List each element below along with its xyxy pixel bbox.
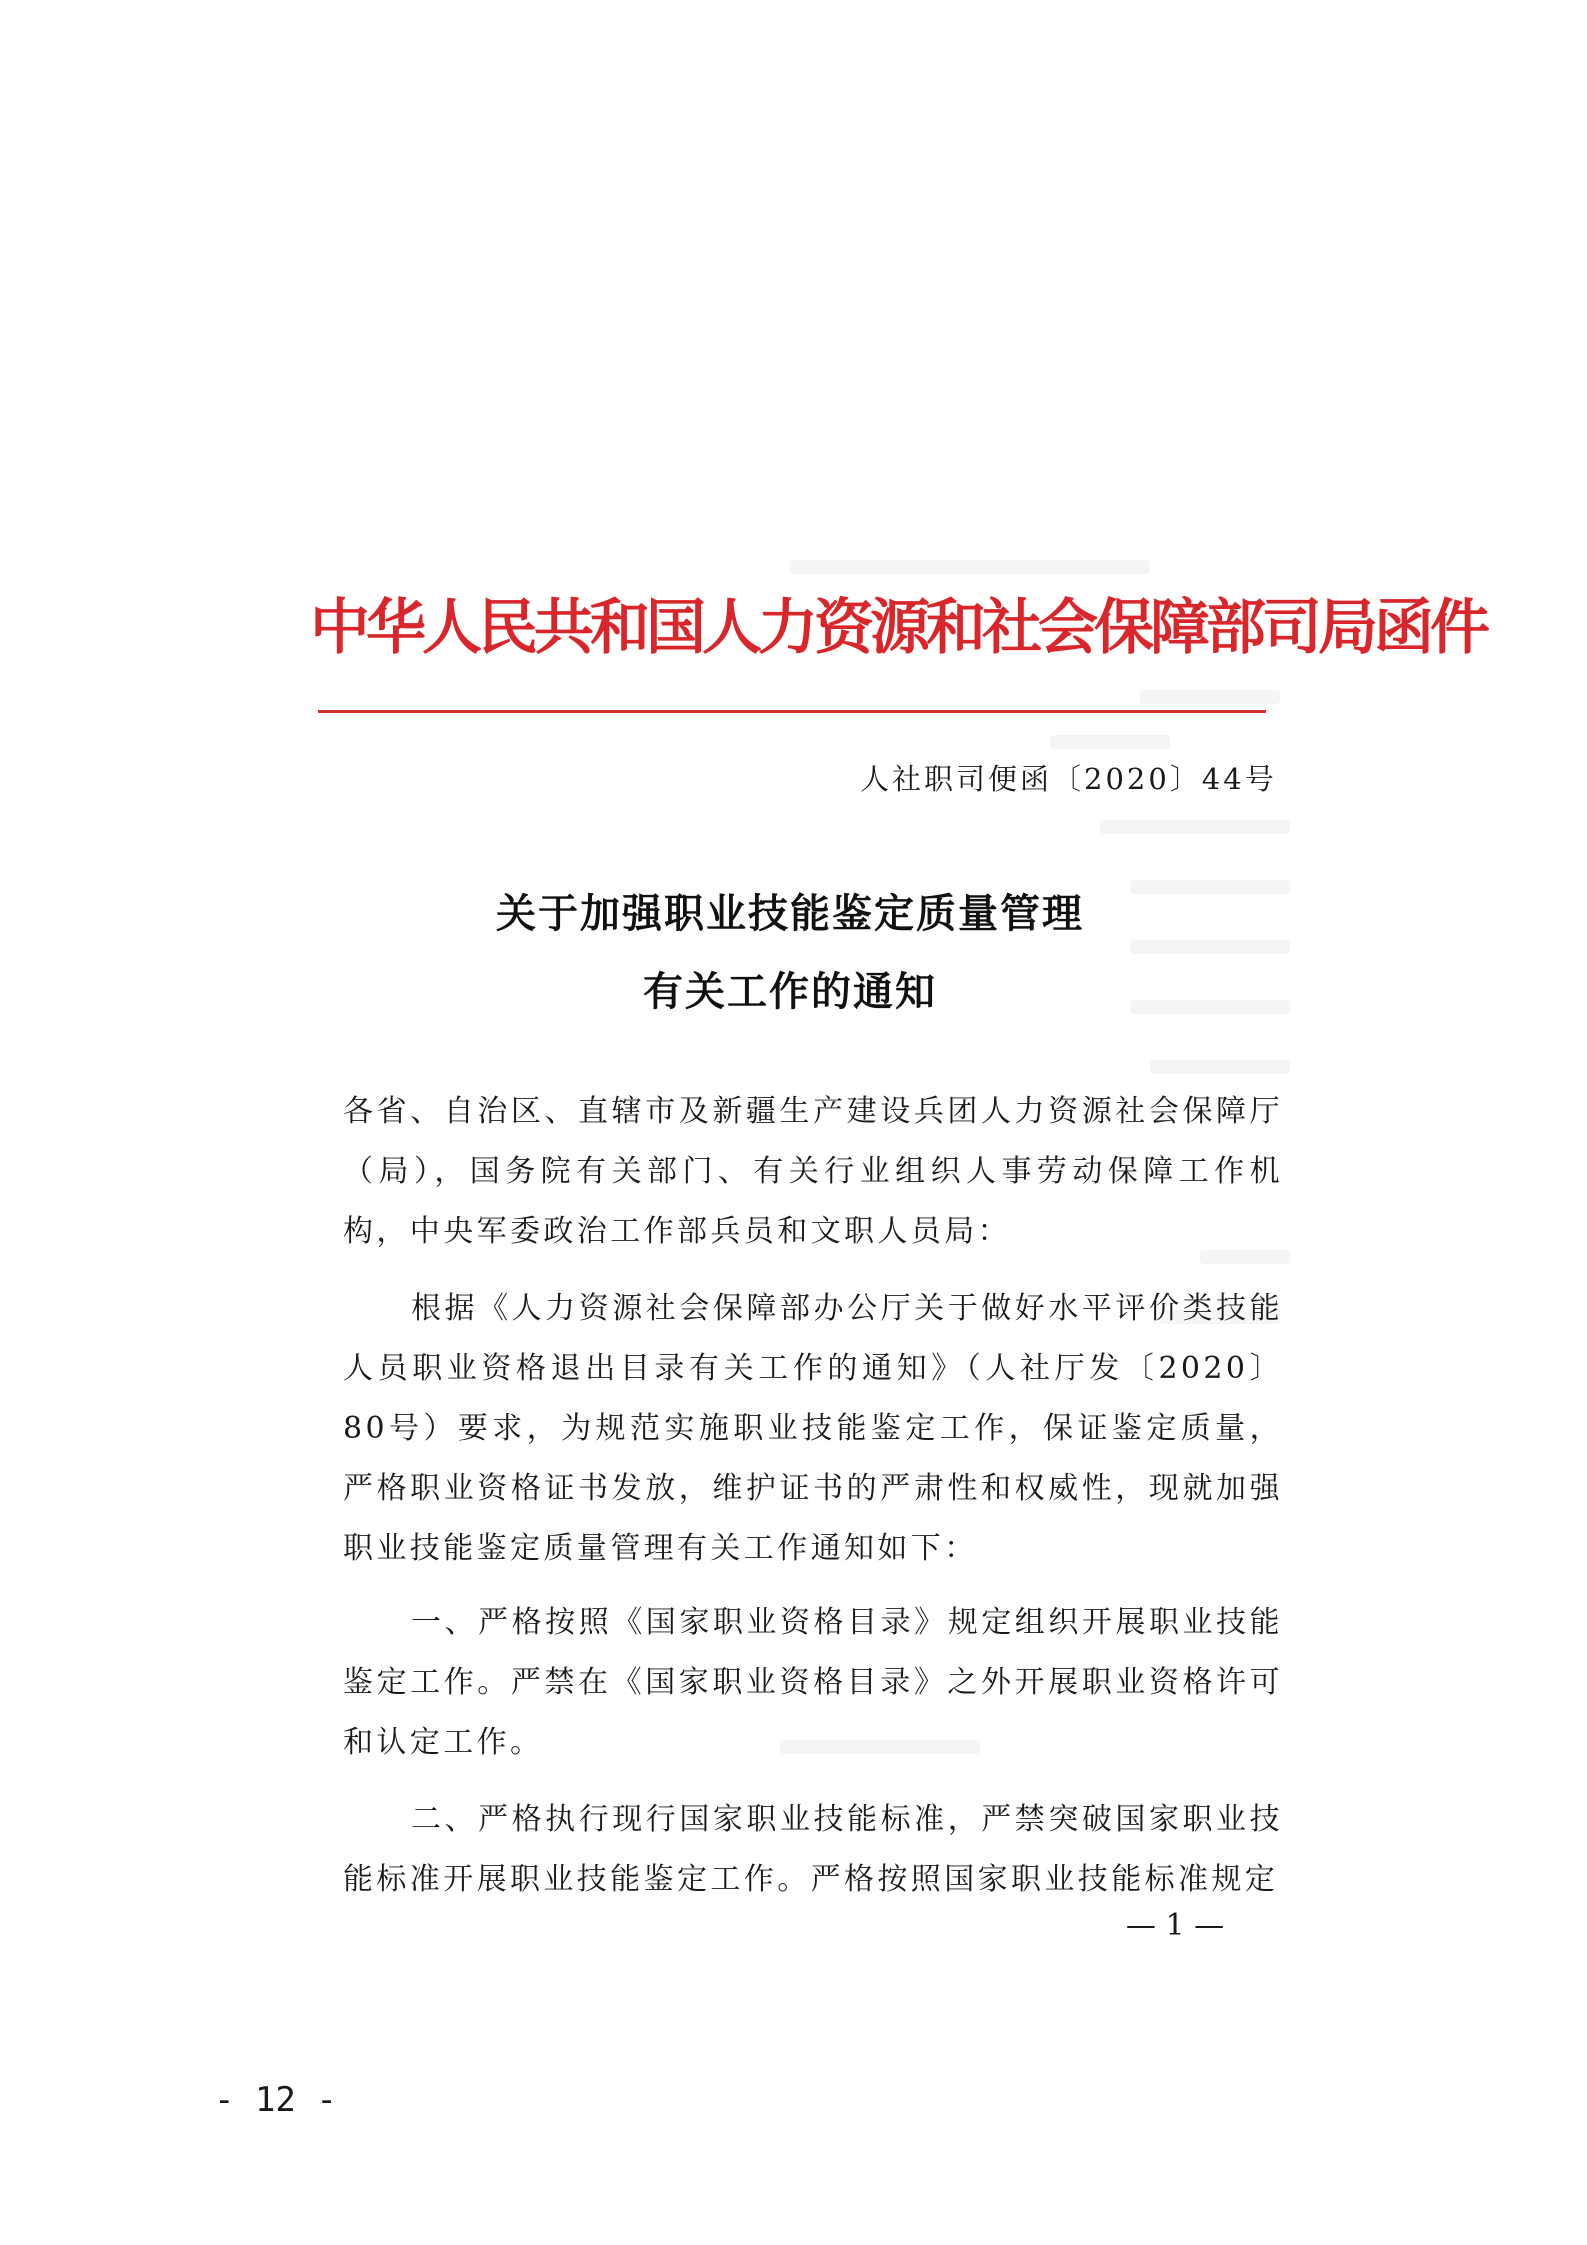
document-number: 人社职司便函〔2020〕44号 [860,762,1277,796]
inner-page-number: — 1 — [1125,1908,1225,1943]
bleed-through-mark [1050,735,1170,749]
letterhead-title: 中华人民共和国人力资源和社会保障部司局函件 [310,593,1486,663]
document-title-line-1: 关于加强职业技能鉴定质量管理 [496,890,1084,937]
bleed-through-mark [1130,940,1290,954]
bleed-through-mark [790,560,1150,574]
paragraph-one: 一、严格按照《国家职业资格目录》规定组织开展职业技能鉴定工作。严禁在《国家职业资格目录》之外开展职业资格许可和认定工作。 [343,1605,1283,1760]
letterhead-divider [318,710,1266,713]
main-paragraph: 根据《人力资源社会保障部办公厅关于做好水平评价类技能人员职业资格退出目录有关工作的通知》（人社厅发〔2020〕80号）要求，为规范实施职业技能鉴定工作，保证鉴定质量，严格职业资格证书发放，维护证书的严肃性和权威性，现就加强职业技能鉴定质量管理有关工作通知如下： [343,1291,1283,1566]
bleed-through-mark [1100,820,1290,834]
outer-page-number: - 12 - [214,2080,337,2120]
paragraph-two-block [343,1790,1283,1910]
addressee-block [343,1082,1283,1262]
bleed-through-mark [1140,690,1280,704]
paragraph-one-block [343,1593,1283,1773]
main-paragraph-block [343,1279,1283,1579]
paragraph-two: 二、严格执行现行国家职业技能标准，严禁突破国家职业技能标准开展职业技能鉴定工作。严格按照国家职业技能标准规定 [343,1802,1283,1897]
document-title-line-2: 有关工作的通知 [643,968,937,1015]
bleed-through-mark [1150,1060,1290,1074]
addressee-text: 各省、自治区、直辖市及新疆生产建设兵团人力资源社会保障厅（局），国务院有关部门、有关行业组织人事劳动保障工作机构，中央军委政治工作部兵员和文职人员局： [343,1094,1283,1249]
